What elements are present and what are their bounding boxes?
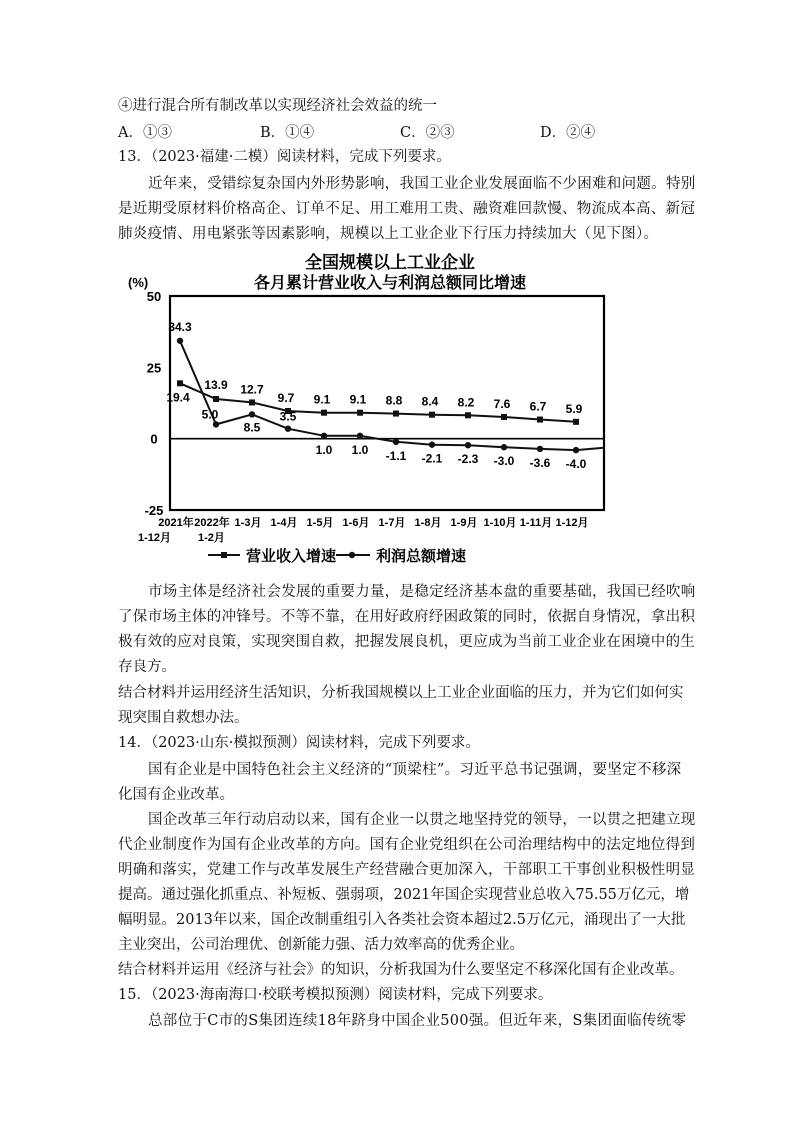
revenue-point [537, 417, 543, 423]
x-tick-label: 2021年 [158, 517, 194, 529]
profit-point [537, 446, 543, 452]
x-tick-label: 1-10月 [483, 517, 517, 529]
q14-para1-line1: 国有企业是中国特色社会主义经济的“顶梁柱”。习近平总书记强调，要坚定不移深 [148, 762, 682, 778]
profit-point [429, 441, 435, 447]
x-tick-label-2: 1-12月 [138, 532, 172, 544]
chart-title: 全国规模以上工业企业 [305, 253, 475, 273]
q13-para2-line2: 了保市场主体的冲锋号。不等不靠，在用好政府纾困政策的同时，依据自身情况，拿出积 [118, 609, 696, 625]
profit-data-label: 5.0 [201, 407, 219, 422]
profit-data-label: 1.0 [351, 442, 369, 457]
q13-para1-line1: 近年来，受错综复杂国内外形势影响，我国工业企业发展面临不少困难和问题。特别 [148, 176, 696, 192]
q13-task-line2: 现突围自救想办法。 [118, 710, 249, 726]
revenue-point [501, 414, 507, 420]
option-c[interactable]: C．②③ [400, 125, 455, 141]
q13-task-line1: 结合材料并运用经济生活知识，分析我国规模以上工业企业面临的压力，并为它们如何实 [118, 685, 684, 701]
revenue-point [429, 412, 435, 418]
profit-data-label: -2.1 [421, 451, 443, 466]
revenue-point [357, 410, 363, 416]
y-tick-label: -25 [144, 503, 164, 518]
option-a[interactable]: A．①③ [118, 125, 172, 141]
x-tick-label: 1-6月 [342, 517, 370, 529]
x-tick-label: 1-7月 [378, 517, 406, 529]
x-tick-label: 1-8月 [414, 517, 442, 529]
q13-para2-line4: 存良方。 [118, 659, 176, 675]
legend-profit-marker [349, 552, 355, 558]
y-tick-label: 0 [150, 431, 158, 447]
profit-data-label: 34.3 [168, 319, 192, 334]
profit-point [177, 338, 183, 344]
revenue-data-label: 19.4 [166, 390, 190, 405]
x-tick-label: 1-9月 [450, 517, 478, 529]
q13-para1-line2: 是近期受原材料价格高企、订单不足、用工难用工贵、融资难回款慢、物流成本高、新冠 [118, 201, 696, 217]
q14-header: 14．（2023·山东·模拟预测）阅读材料，完成下列要求。 [118, 735, 480, 751]
revenue-point [177, 380, 183, 386]
q14-para2-line2: 代企业制度作为国有企业改革的方向。国有企业党组织在公司治理结构中的法定地位得到 [118, 837, 696, 853]
profit-point [465, 442, 471, 448]
revenue-data-label: 9.1 [313, 392, 331, 407]
q14-task: 结合材料并运用《经济与社会》的知识，分析我国为什么要坚定不移深化国有企业改革。 [118, 962, 684, 978]
legend-profit-label: 利润总额增速 [376, 547, 467, 565]
x-tick-label: 1-11月 [519, 517, 553, 529]
revenue-point [393, 411, 399, 417]
industrial-growth-chart [128, 250, 618, 575]
legend-revenue-label: 营业收入增速 [246, 547, 337, 565]
q13-para2-line1: 市场主体是经济社会发展的重要力量，是稳定经济基本盘的重要基础，我国已经吹响 [148, 584, 696, 600]
profit-point [357, 433, 363, 439]
revenue-data-label: 13.9 [204, 378, 228, 393]
revenue-data-label: 12.7 [240, 382, 264, 397]
profit-point [249, 411, 255, 417]
x-tick-label: 1-12月 [555, 517, 589, 529]
chart-subtitle: 各月累计营业收入与利润总额同比增速 [253, 273, 527, 292]
revenue-point [465, 412, 471, 418]
profit-point [573, 447, 579, 453]
profit-point [393, 439, 399, 445]
q14-para2-line4: 提高。通过强化抓重点、补短板、强弱项，2021年国企实现营业总收入75.55万亿元，增 [118, 887, 690, 903]
profit-point [285, 425, 291, 431]
revenue-data-label: 9.7 [277, 390, 295, 405]
revenue-point [573, 419, 579, 425]
x-tick-label: 2022年 [194, 517, 230, 529]
y-tick-label: 50 [146, 289, 162, 304]
x-tick-label: 1-4月 [270, 517, 298, 529]
profit-point [321, 433, 327, 439]
q13-para2-line3: 极有效的应对良策，实现突围自救，把握发展良机，更应成为当前工业企业在困境中的生 [118, 634, 696, 650]
x-tick-label: 1-5月 [306, 517, 334, 529]
q15-header: 15．（2023·海南海口·校联考模拟预测）阅读材料，完成下列要求。 [118, 987, 553, 1003]
q14-para2-line5: 幅明显。2013年以来，国企改制重组引入各类社会资本超过2.5万亿元，涌现出了一大批 [118, 912, 686, 928]
q14-para2-line1: 国企改革三年行动启动以来，国有企业一以贯之地坚持党的领导，一以贯之把建立现 [148, 812, 696, 828]
profit-data-label: 3.5 [279, 409, 297, 424]
revenue-data-label: 6.7 [529, 399, 547, 414]
option-4-text: ④进行混合所有制改革以实现经济社会效益的统一 [118, 98, 437, 114]
option-b[interactable]: B．①④ [260, 125, 315, 141]
profit-data-label: -1.1 [385, 448, 407, 463]
revenue-point [249, 399, 255, 405]
revenue-data-label: 8.8 [385, 393, 403, 408]
revenue-data-label: 9.1 [349, 392, 367, 407]
revenue-data-label: 8.2 [457, 395, 475, 410]
chart-svg [128, 250, 618, 575]
profit-data-label: -3.0 [493, 454, 515, 469]
q14-para1-line2: 化国有企业改革。 [118, 787, 234, 803]
profit-point [501, 444, 507, 450]
legend-revenue-marker [221, 552, 227, 558]
profit-point [213, 421, 219, 427]
answer-options [118, 121, 688, 141]
option-d[interactable]: D．②④ [540, 125, 596, 141]
profit-data-label: 8.5 [243, 420, 261, 435]
profit-data-label: -2.3 [457, 452, 479, 467]
x-tick-label-2: 1-2月 [198, 532, 225, 544]
revenue-data-label: 5.9 [565, 401, 583, 416]
y-tick-label: 25 [146, 360, 162, 376]
profit-data-label: -3.6 [529, 455, 551, 470]
q13-para1-line3: 肺炎疫情、用电紧张等因素影响，规模以上工业企业下行压力持续加大（见下图）。 [118, 226, 659, 242]
revenue-point [213, 396, 219, 402]
profit-data-label: 1.0 [315, 442, 333, 457]
x-tick-label: 1-3月 [234, 517, 262, 529]
revenue-point [321, 410, 327, 416]
q14-para2-line6: 主业突出，公司治理优、创新能力强、活力效率高的优秀企业。 [118, 937, 524, 953]
y-axis-unit: (%) [128, 275, 149, 290]
q13-header: 13．（2023·福建·二模）阅读材料，完成下列要求。 [118, 149, 451, 165]
revenue-data-label: 7.6 [493, 396, 511, 411]
q14-para2-line3: 明确和落实，党建工作与改革发展生产经营融合更加深入，干部职工干事创业积极性明显 [118, 862, 696, 878]
q15-para1-line1: 总部位于C市的S集团连续18年跻身中国企业500强。但近年来，S集团面临传统零 [148, 1013, 687, 1029]
revenue-data-label: 8.4 [421, 394, 439, 409]
profit-data-label: -4.0 [565, 457, 587, 472]
